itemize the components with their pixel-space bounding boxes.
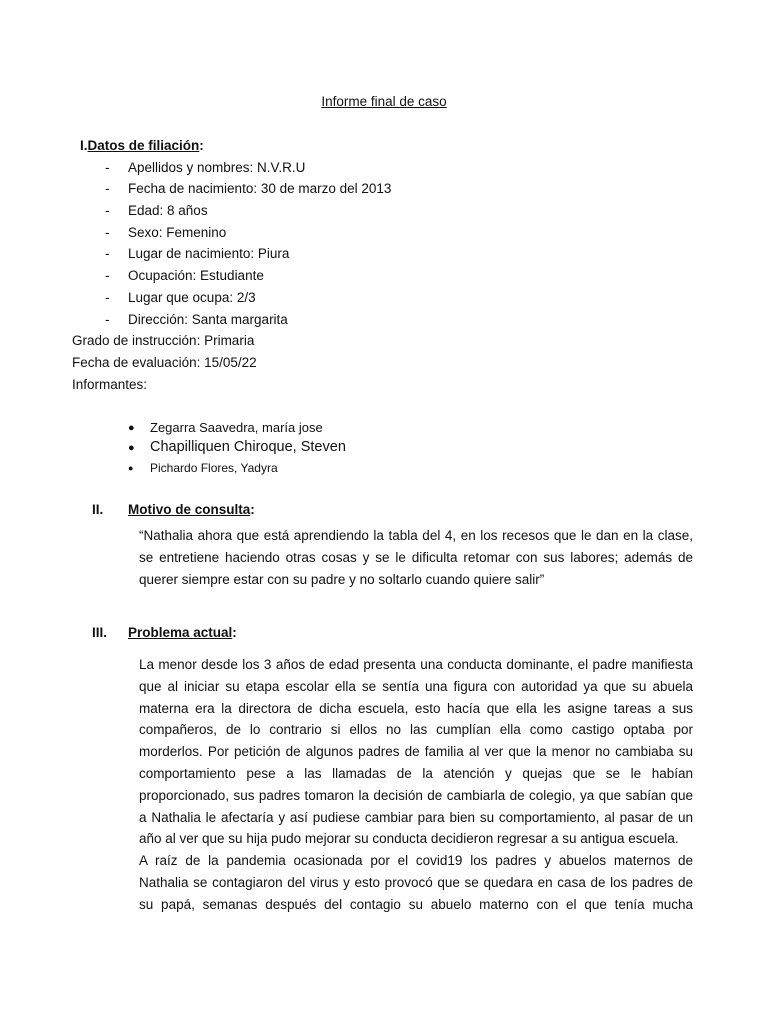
list-item: Fecha de nacimiento: 30 de marzo del 2013 — [128, 181, 392, 196]
section1-title: Datos de filiación — [87, 138, 200, 153]
list-item: Apellidos y nombres: N.V.R.U — [128, 160, 306, 175]
paragraph-line: “Nathalia ahora que está aprendiendo la tabla del 4, en los recesos que le dan en la clase, — [139, 528, 693, 543]
paragraph-line: La menor desde los 3 años de edad presenta una conducta dominante, el padre manifiesta — [139, 657, 693, 672]
list-dash: - — [105, 290, 110, 305]
paragraph-line: proporcionado, sus padres tomaron la decisión de cambiarla de colegio, ya que sabían que — [139, 787, 693, 803]
grado-instruccion: Grado de instrucción: Primaria — [72, 333, 255, 348]
section3-title: Problema actual — [128, 625, 233, 640]
section2-numeral: II. — [92, 502, 104, 517]
list-dash: - — [105, 268, 110, 283]
fecha-evaluacion: Fecha de evaluación: 15/05/22 — [72, 355, 257, 370]
list-item: Pichardo Flores, Yadyra — [150, 461, 278, 475]
paragraph-line: A raíz de la pandemia ocasionada por el covid19 los padres y abuelos maternos de — [139, 853, 693, 869]
list-dash: - — [105, 312, 110, 327]
list-item: Dirección: Santa margarita — [128, 312, 288, 327]
section1-colon: : — [199, 138, 204, 153]
paragraph-line: querer siempre estar con su padre y no soltarlo cuando quiere salir” — [139, 571, 545, 587]
paragraph-line: su papá, semanas después del contagio su abuelo materno con el que tenía mucha — [139, 896, 693, 912]
paragraph-line: se entretiene haciendo otras cosas y se le dificulta retomar con sus labores; además de — [139, 549, 693, 565]
section1-heading — [80, 138, 204, 153]
paragraph-line: año al ver que su hija pudo mejorar su conducta decidieron regresar a su antigua escuela. — [139, 831, 679, 847]
list-dash: - — [105, 225, 110, 240]
paragraph-line: materna era la directora de dicha escuela, esto hacía que ella les asigne tareas a sus — [139, 700, 693, 716]
paragraph-line: compañeros, de lo contrario si ellos no las cumplían ella como castigo optaba por — [139, 722, 693, 738]
section3-colon: : — [232, 625, 237, 640]
section3-heading — [128, 625, 237, 640]
informantes-label: Informantes: — [72, 377, 148, 392]
section1-numeral: I. — [80, 138, 88, 153]
section2-heading — [128, 502, 255, 517]
bullet-icon: ● — [128, 463, 134, 473]
list-item: Ocupación: Estudiante — [128, 268, 264, 283]
list-dash: - — [105, 246, 110, 261]
list-dash: - — [105, 203, 110, 218]
bullet-icon: ● — [128, 422, 135, 434]
list-dash: - — [105, 181, 110, 196]
list-item: Edad: 8 años — [128, 203, 208, 218]
paragraph-line: a Nathalia le afectaría y así pudiese cambiar para bien su comportamiento, al pasar de un — [139, 809, 693, 825]
document-title: Informe final de caso — [321, 94, 447, 109]
problema-paragraph — [139, 654, 693, 916]
paragraph-line: Nathalia se contagiaron del virus y esto provocó que se quedara en casa de los padres de — [139, 874, 693, 890]
list-dash: - — [105, 160, 110, 175]
list-item: Lugar de nacimiento: Piura — [128, 246, 290, 261]
paragraph-line: morderlos. Por petición de algunos padres de familia al ver que la menor no cambiaba su — [139, 744, 693, 760]
section2-title: Motivo de consulta — [128, 502, 251, 517]
section2-colon: : — [250, 502, 255, 517]
motivo-paragraph — [139, 525, 693, 590]
list-item: Lugar que ocupa: 2/3 — [128, 290, 256, 305]
list-item: Sexo: Femenino — [128, 225, 227, 240]
paragraph-line: que al iniciar su etapa escolar ella se sentía una figura con autoridad ya que su abuela — [139, 678, 693, 694]
list-item: Chapilliquen Chiroque, Steven — [150, 439, 346, 455]
section3-numeral: III. — [92, 625, 108, 640]
bullet-icon: ● — [128, 442, 135, 454]
paragraph-line: comportamiento pese a las llamadas de la atención y quejas que se le habían — [139, 765, 693, 781]
list-item: Zegarra Saavedra, maría jose — [150, 420, 323, 435]
